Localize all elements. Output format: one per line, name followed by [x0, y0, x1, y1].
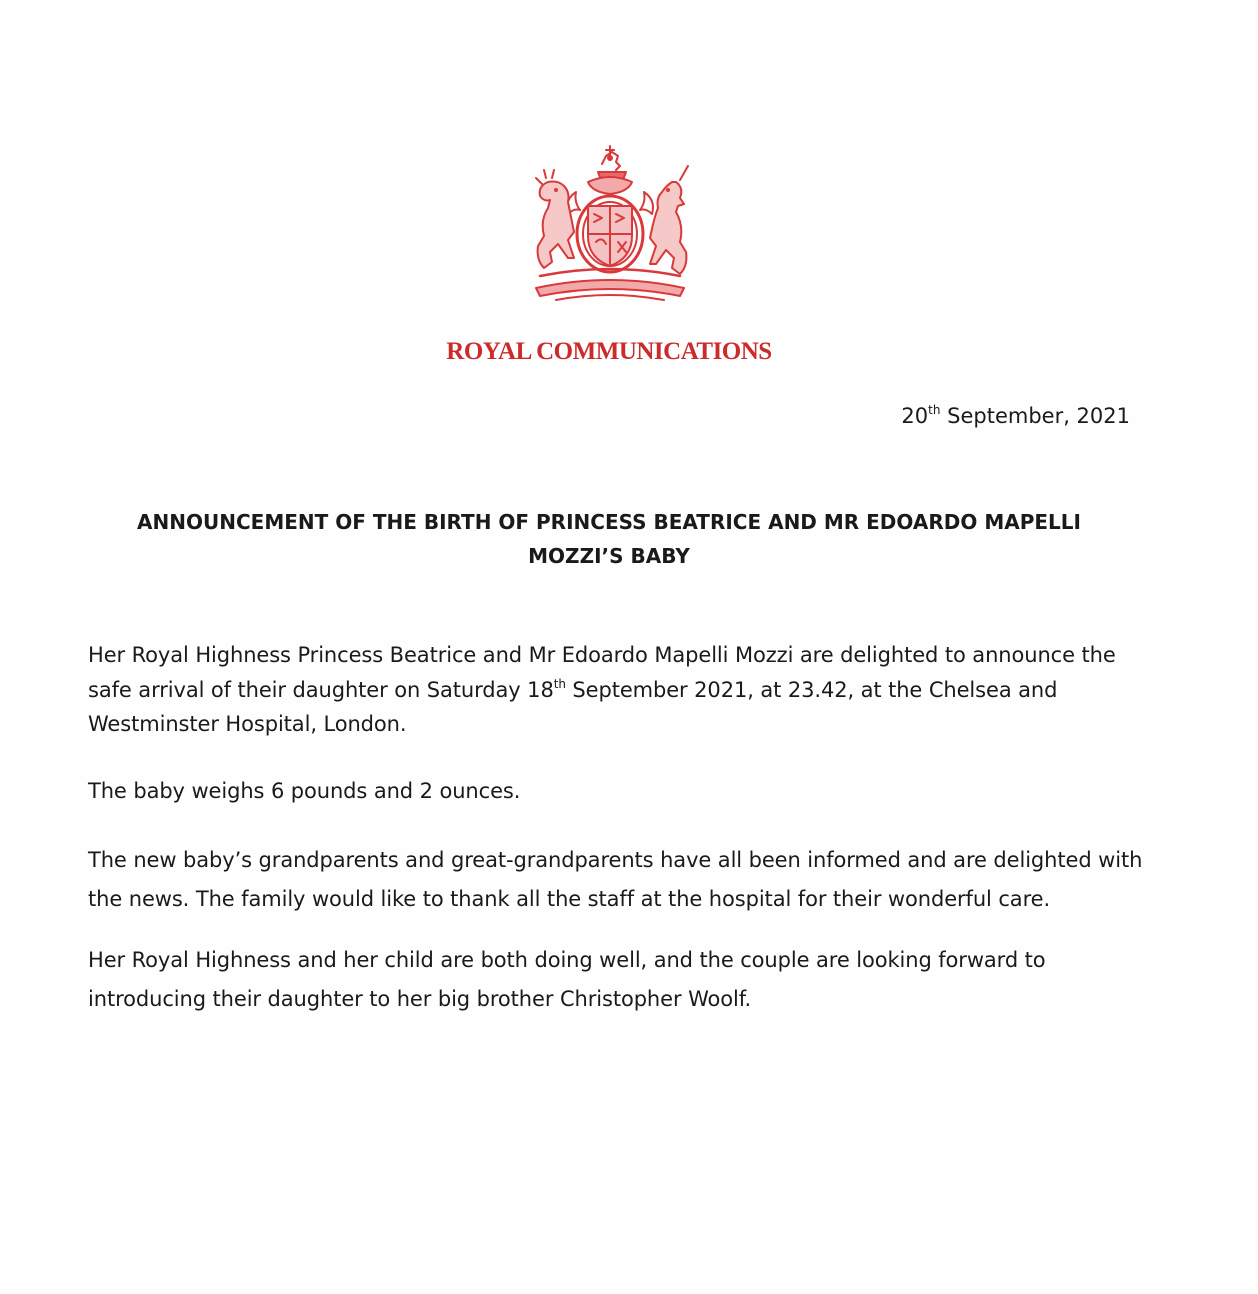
paragraph-birth-details [88, 638, 1148, 742]
paragraph-birth-details-text-2: September 2021, at 23.42, at the Chelsea and Westminster Hospital, London. [88, 677, 1058, 736]
announcement-heading [80, 505, 1138, 573]
announcement-date [901, 404, 1130, 428]
announcement-body [88, 638, 1148, 1019]
heading-line-1: ANNOUNCEMENT OF THE BIRTH OF PRINCESS BEATRICE AND MR EDOARDO MAPELLI [137, 510, 1081, 534]
birth-day-suffix: th [553, 676, 566, 691]
date-day: 20 [901, 404, 929, 428]
date-day-suffix: th [928, 403, 941, 417]
organisation-name: ROYAL COMMUNICATIONS [446, 338, 772, 365]
paragraph-birth-details-text-1: Her Royal Highness Princess Beatrice and Mr Edoardo Mapelli Mozzi are delighted to announce the safe arrival of their daughter on Saturday 18 [88, 643, 1116, 702]
royal-coat-of-arms-icon [526, 142, 694, 304]
heading-line-2: MOZZI’S BABY [528, 544, 690, 568]
paragraph-wellbeing: Her Royal Highness and her child are both doing well, and the couple are looking forward to introducing their daughter to her big brother Christopher Woolf. [88, 948, 1046, 1011]
paragraph-family-informed: The new baby’s grandparents and great-grandparents have all been informed and are delighted with the news. The family would like to thank all the staff at the hospital for their wonderful care. [88, 848, 1143, 911]
paragraph-baby-weight: The baby weighs 6 pounds and 2 ounces. [88, 778, 521, 803]
date-month-year: September, 2021 [940, 404, 1130, 428]
